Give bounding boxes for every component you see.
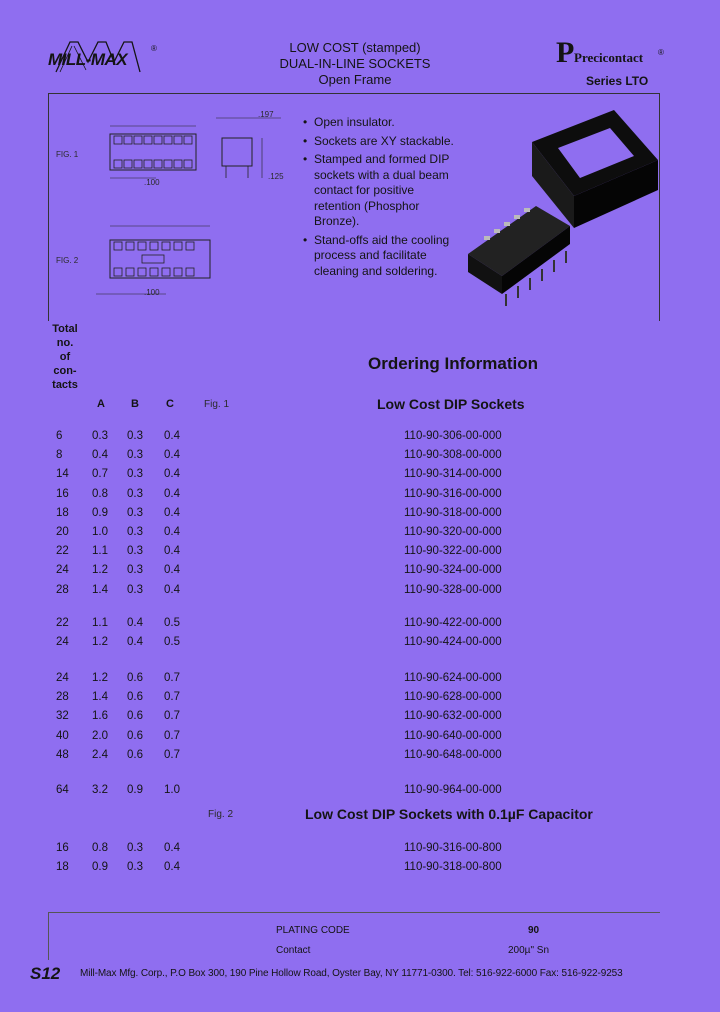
row-total: 48: [56, 748, 69, 761]
row-b: 0.4: [127, 617, 143, 629]
socket-drawing-svg: [56, 108, 296, 298]
part-number: 110-90-640-00-000: [404, 729, 502, 742]
series-label: Series LTO: [586, 74, 649, 88]
col-a-header: A: [97, 398, 105, 410]
section1-fig: Fig. 1: [204, 399, 230, 410]
row-total: 28: [56, 691, 69, 704]
row-b: 0.3: [127, 526, 143, 538]
title-line-3: Open Frame: [318, 72, 392, 87]
precicontact-p-mark: P: [556, 36, 575, 69]
order-row: [0, 507, 720, 523]
col-c-header: C: [166, 398, 174, 410]
total-header-line: Total: [52, 323, 78, 335]
order-row: [0, 468, 720, 484]
row-c: 0.4: [164, 430, 180, 442]
part-number: 110-90-320-00-000: [404, 526, 502, 538]
plating-code-value: 90: [528, 925, 540, 936]
registered-mark-right: ®: [658, 48, 664, 57]
dim-125: .125: [268, 172, 284, 181]
total-header-line: con-: [53, 365, 77, 377]
row-total: 28: [56, 583, 69, 596]
row-b: 0.6: [127, 729, 143, 742]
order-row: [0, 691, 720, 707]
row-total: 16: [56, 487, 69, 500]
socket-photo: [462, 108, 658, 308]
part-number: 110-90-322-00-000: [404, 545, 502, 558]
row-total: 8: [56, 449, 63, 462]
order-row: [0, 526, 720, 542]
row-c: 0.4: [164, 449, 180, 462]
row-b: 0.3: [127, 861, 143, 874]
row-a: 1.4: [92, 583, 108, 596]
order-row: [0, 861, 720, 877]
part-number: 110-90-648-00-000: [404, 748, 502, 761]
row-c: 0.5: [164, 636, 180, 649]
order-row: [0, 617, 720, 633]
row-b: 0.6: [127, 691, 143, 704]
part-number: 110-90-632-00-000: [404, 710, 502, 723]
feature-item: • Stamped and formed DIP sockets with a dual beam contact for positive retention (Phosphor Bronze).: [303, 152, 463, 230]
order-row: [0, 730, 720, 746]
row-b: 0.3: [127, 506, 143, 519]
part-number: 110-90-628-00-000: [404, 691, 502, 704]
total-header-line: of: [59, 351, 71, 363]
total-contacts-header: [48, 322, 82, 392]
dim-100-fig2: .100: [144, 288, 160, 297]
order-row: [0, 564, 720, 580]
row-b: 0.3: [127, 449, 143, 462]
part-number: 110-90-424-00-000: [404, 636, 502, 649]
part-number: 110-90-316-00-000: [404, 487, 502, 500]
row-c: 0.4: [164, 583, 180, 596]
feature-item: • Open insulator.: [303, 115, 463, 131]
dim-197: .197: [258, 110, 274, 119]
row-b: 0.3: [127, 487, 143, 500]
feature-list: [303, 115, 463, 282]
row-c: 0.7: [164, 691, 180, 704]
row-c: 0.5: [164, 617, 180, 629]
part-number: 110-90-422-00-000: [404, 617, 502, 629]
row-total: 18: [56, 506, 69, 519]
row-b: 0.6: [127, 748, 143, 761]
registered-mark: ®: [151, 44, 157, 53]
order-row: [0, 672, 720, 688]
brand-right: Precicontact: [574, 50, 644, 65]
row-b: 0.9: [127, 784, 143, 796]
section2-fig: Fig. 2: [208, 809, 234, 820]
order-row: [0, 749, 720, 765]
plating-left-rule: [48, 912, 49, 960]
row-total: 14: [56, 468, 69, 481]
row-c: 0.4: [164, 861, 180, 874]
right-rule: [659, 93, 660, 321]
row-a: 0.4: [92, 449, 108, 462]
row-a: 1.6: [92, 710, 108, 723]
row-total: 40: [56, 729, 69, 742]
row-b: 0.3: [127, 468, 143, 481]
order-row: [0, 430, 720, 446]
part-number: 110-90-964-00-000: [404, 784, 502, 796]
row-a: 3.2: [92, 784, 108, 796]
row-c: 0.7: [164, 710, 180, 723]
page-title: [250, 40, 460, 88]
title-line-1: LOW COST (stamped): [289, 40, 421, 55]
part-number: 110-90-308-00-000: [404, 449, 502, 462]
row-c: 0.4: [164, 526, 180, 538]
total-header-line: no.: [56, 337, 74, 349]
row-b: 0.3: [127, 583, 143, 596]
row-c: 0.4: [164, 468, 180, 481]
row-a: 1.2: [92, 636, 108, 649]
row-c: 1.0: [164, 784, 180, 796]
contact-value: 200µ" Sn: [508, 945, 550, 956]
row-b: 0.3: [127, 564, 143, 577]
row-c: 0.7: [164, 672, 180, 684]
row-c: 0.4: [164, 842, 180, 854]
contact-label: Contact: [276, 945, 311, 956]
title-line-2: DUAL-IN-LINE SOCKETS: [279, 56, 431, 71]
row-b: 0.3: [127, 430, 143, 442]
fig1-label: FIG. 1: [56, 150, 79, 159]
row-total: 22: [56, 617, 69, 629]
row-total: 32: [56, 710, 69, 723]
total-header-line: tacts: [52, 379, 78, 391]
order-row: [0, 710, 720, 726]
order-row: [0, 842, 720, 858]
row-a: 0.9: [92, 506, 108, 519]
feature-item: • Stand-offs aid the cooling process and facilitate cleaning and soldering.: [303, 233, 463, 280]
technical-drawings: [56, 108, 296, 298]
row-total: 22: [56, 545, 69, 558]
row-c: 0.7: [164, 748, 180, 761]
part-number: 110-90-624-00-000: [404, 672, 502, 684]
row-total: 24: [56, 636, 69, 649]
fig2-label: FIG. 2: [56, 256, 79, 265]
part-number: 110-90-318-00-800: [404, 861, 502, 874]
section1-title: Low Cost DIP Sockets: [377, 396, 525, 412]
part-number: 110-90-316-00-800: [404, 842, 502, 854]
row-c: 0.4: [164, 545, 180, 558]
row-b: 0.3: [127, 545, 143, 558]
row-total: 64: [56, 784, 69, 796]
row-a: 2.0: [92, 729, 108, 742]
brand-left: MILL-MAX: [48, 50, 128, 69]
dim-100-fig1: .100: [144, 178, 160, 187]
part-number: 110-90-328-00-000: [404, 583, 502, 596]
row-b: 0.6: [127, 710, 143, 723]
row-a: 1.2: [92, 672, 108, 684]
row-a: 1.1: [92, 617, 108, 629]
row-a: 0.9: [92, 861, 108, 874]
mill-max-logo: [48, 38, 156, 80]
ordering-title: Ordering Information: [368, 354, 538, 373]
row-total: 18: [56, 861, 69, 874]
row-b: 0.4: [127, 636, 143, 649]
order-row: [0, 488, 720, 504]
col-b-header: B: [131, 398, 139, 410]
precicontact-logo: [556, 38, 666, 90]
page-number: S12: [30, 964, 61, 983]
plating-rule: [48, 912, 660, 913]
row-a: 0.8: [92, 842, 108, 854]
plating-code-label: PLATING CODE: [276, 925, 350, 936]
part-number: 110-90-324-00-000: [404, 564, 502, 577]
header-rule: [48, 93, 660, 94]
row-total: 6: [56, 430, 63, 442]
row-a: 1.1: [92, 545, 108, 558]
row-a: 2.4: [92, 748, 108, 761]
row-c: 0.4: [164, 487, 180, 500]
row-total: 20: [56, 526, 69, 538]
row-a: 1.0: [92, 526, 108, 538]
part-number: 110-90-306-00-000: [404, 430, 502, 442]
part-number: 110-90-314-00-000: [404, 468, 502, 481]
section2-title: Low Cost DIP Sockets with 0.1µF Capacitor: [305, 806, 593, 822]
row-b: 0.3: [127, 842, 143, 854]
row-a: 1.4: [92, 691, 108, 704]
footer-address: Mill-Max Mfg. Corp., P.O Box 300, 190 Pine Hollow Road, Oyster Bay, NY 11771-0300. Tel: 516-922-6000 Fax: 516-922-9253: [80, 968, 623, 979]
order-row: [0, 584, 720, 600]
row-a: 0.7: [92, 468, 108, 481]
order-row: [0, 545, 720, 561]
part-number: 110-90-318-00-000: [404, 506, 502, 519]
feature-item: • Sockets are XY stackable.: [303, 134, 463, 150]
row-total: 24: [56, 672, 69, 684]
left-rule: [48, 93, 49, 321]
row-a: 0.8: [92, 487, 108, 500]
order-row: [0, 784, 720, 800]
row-b: 0.6: [127, 672, 143, 684]
order-row: [0, 636, 720, 652]
row-total: 24: [56, 564, 69, 577]
row-a: 0.3: [92, 430, 108, 442]
row-c: 0.7: [164, 729, 180, 742]
row-a: 1.2: [92, 564, 108, 577]
row-c: 0.4: [164, 506, 180, 519]
order-row: [0, 449, 720, 465]
row-total: 16: [56, 842, 69, 854]
row-c: 0.4: [164, 564, 180, 577]
